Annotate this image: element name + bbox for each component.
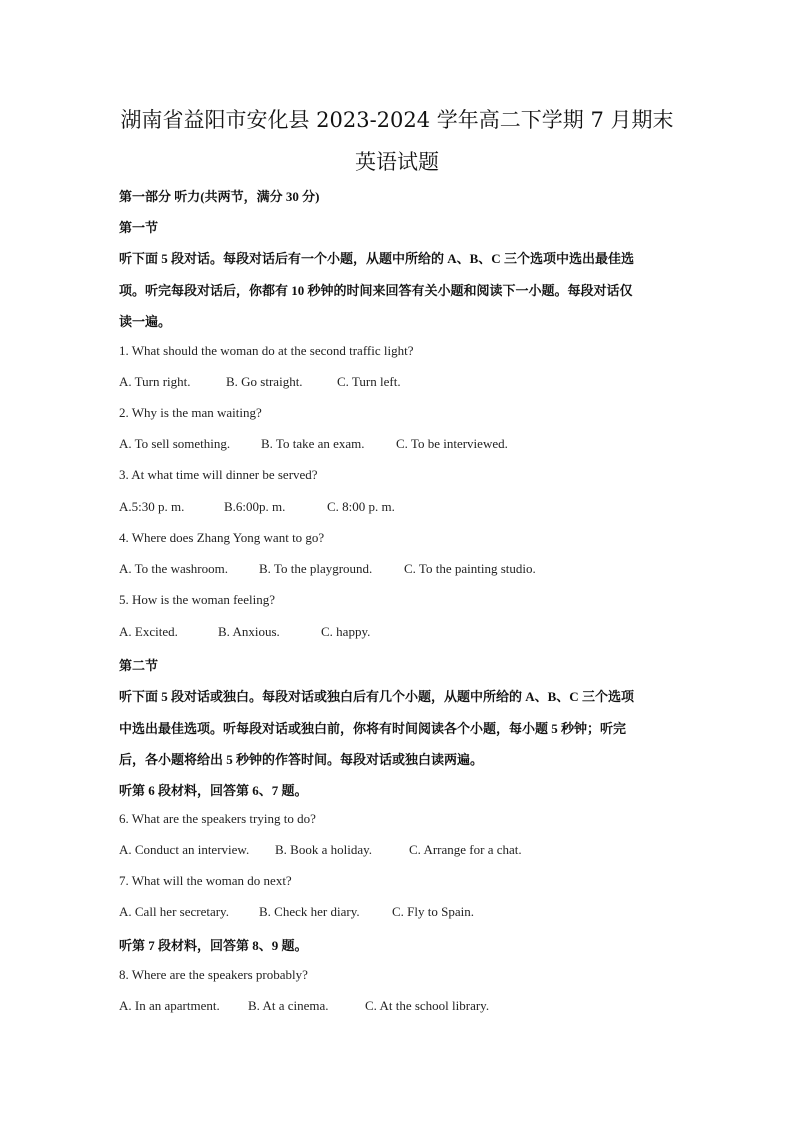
option-c: C. To be interviewed. xyxy=(396,436,508,451)
section1-instruction-line: 读一遍。 xyxy=(119,314,172,329)
option-c: C. happy. xyxy=(321,624,371,639)
section1-instruction-line: 听下面 5 段对话。每段对话后有一个小题，从题中所给的 A、B、C 三个选项中选出最佳选 xyxy=(119,251,634,266)
option-c: C. Turn left. xyxy=(337,374,401,389)
option-a: A.5:30 p. m. xyxy=(119,499,185,514)
question-options xyxy=(119,998,489,1014)
option-b: B. Anxious. xyxy=(218,624,280,639)
option-b: B. Go straight. xyxy=(226,374,303,389)
option-a: A. Excited. xyxy=(119,624,178,639)
material-7-heading: 听第 7 段材料，回答第 8、9 题。 xyxy=(119,938,308,953)
question-options xyxy=(119,436,508,452)
section2-instruction-line: 中选出最佳选项。听每段对话或独白前，你将有时间阅读各个小题，每小题 5 秒钟；听完 xyxy=(119,721,627,736)
question-text: 2. Why is the man waiting? xyxy=(119,405,262,420)
exam-title-line1: 湖南省益阳市安化县 2023-2024 学年高二下学期 7 月期末 xyxy=(120,108,674,132)
option-a: A. Call her secretary. xyxy=(119,904,229,919)
question-options xyxy=(119,499,395,515)
option-c: C. Arrange for a chat. xyxy=(409,842,522,857)
option-a: A. To the washroom. xyxy=(119,561,228,576)
option-b: B. To take an exam. xyxy=(261,436,365,451)
part1-heading: 第一部分 听力(共两节，满分 30 分) xyxy=(119,189,320,204)
question-text: 7. What will the woman do next? xyxy=(119,873,292,888)
question-text: 5. How is the woman feeling? xyxy=(119,592,275,607)
question-options xyxy=(119,561,536,577)
question-text: 8. Where are the speakers probably? xyxy=(119,967,308,982)
option-c: C. To the painting studio. xyxy=(404,561,536,576)
material-6-heading: 听第 6 段材料，回答第 6、7 题。 xyxy=(119,783,308,798)
section2-heading: 第二节 xyxy=(119,658,159,673)
question-text: 3. At what time will dinner be served? xyxy=(119,467,318,482)
option-b: B. Book a holiday. xyxy=(275,842,373,857)
question-options xyxy=(119,624,370,640)
option-c: C. 8:00 p. m. xyxy=(327,499,395,514)
option-c: C. At the school library. xyxy=(365,998,490,1013)
option-a: A. To sell something. xyxy=(119,436,231,451)
option-b: B. At a cinema. xyxy=(248,998,329,1013)
section1-instruction-line: 项。听完每段对话后，你都有 10 秒钟的时间来回答有关小题和阅读下一小题。每段对话仅 xyxy=(119,283,633,298)
question-text: 4. Where does Zhang Yong want to go? xyxy=(119,530,325,545)
question-options xyxy=(119,842,522,858)
exam-title-line2: 英语试题 xyxy=(355,150,439,174)
option-b: B. To the playground. xyxy=(259,561,373,576)
question-text: 6. What are the speakers trying to do? xyxy=(119,811,316,826)
section1-heading: 第一节 xyxy=(119,220,159,235)
option-b: B.6:00p. m. xyxy=(224,499,286,514)
question-text: 1. What should the woman do at the second traffic light? xyxy=(119,343,414,358)
question-options xyxy=(119,904,474,920)
option-c: C. Fly to Spain. xyxy=(392,904,474,919)
section2-instruction-line: 后，各小题将给出 5 秒钟的作答时间。每段对话或独白读两遍。 xyxy=(119,752,484,767)
option-a: A. In an apartment. xyxy=(119,998,220,1013)
question-options xyxy=(119,374,401,390)
option-a: A. Turn right. xyxy=(119,374,191,389)
option-a: A. Conduct an interview. xyxy=(119,842,250,857)
section2-instruction-line: 听下面 5 段对话或独白。每段对话或独白后有几个小题，从题中所给的 A、B、C 三个选项 xyxy=(119,689,634,704)
option-b: B. Check her diary. xyxy=(259,904,360,919)
